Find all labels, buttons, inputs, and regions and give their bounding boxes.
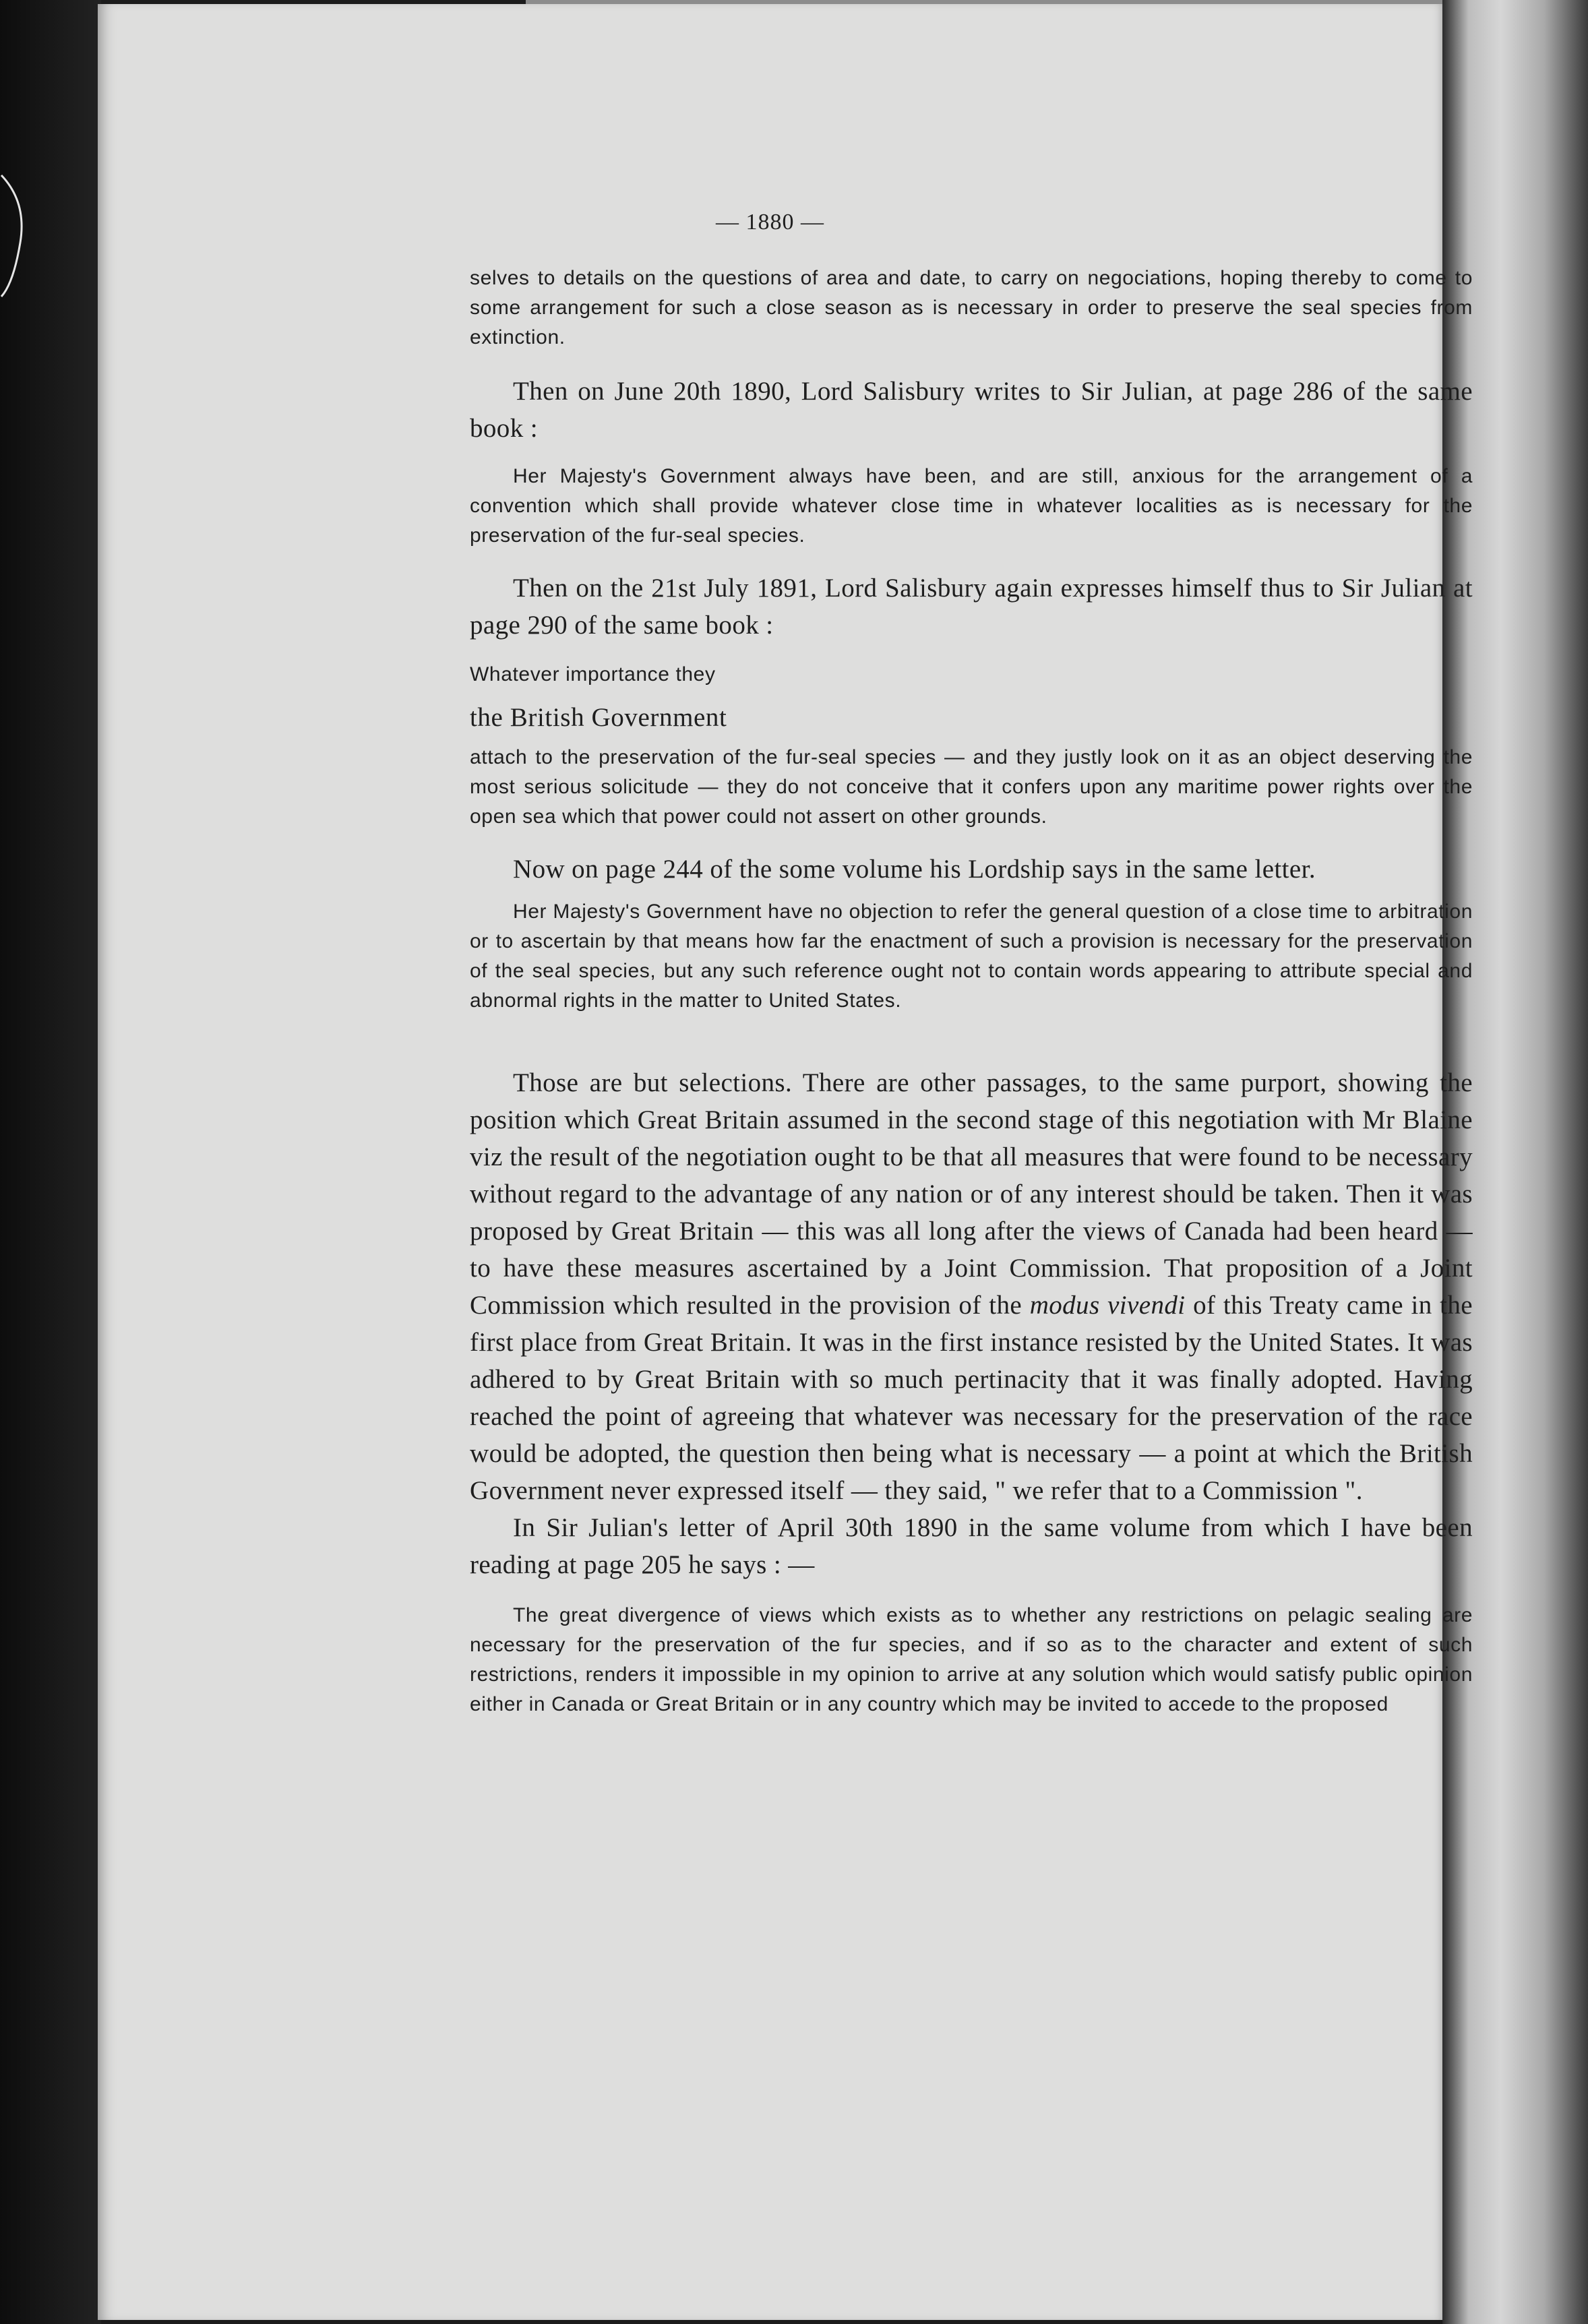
page-number: — 1880 — — [716, 210, 824, 235]
quote-fur-seal-preservation: attach to the preservation of the fur-seal species — and they justly look on it as an object deserving the most serious solicitude — they do not conceive that it confers upon any maritime power rights over the open sea which that power could not assert on other grounds. — [470, 746, 1473, 828]
inserted-line-british-government: the British Government — [470, 703, 727, 732]
quote-whatever-importance: Whatever importance they — [470, 663, 716, 685]
quote-great-divergence: The great divergence of views which exists as to whether any restrictions on pelagic sealing are necessary for the preservation of the fur species, and if so as to the character and extent of such restrictions, renders it impossible in my opinion to arrive at any solution which would satisfy public opinion either in Canada or Great Britain or in any country which may be invited to accede to the proposed — [470, 1604, 1473, 1715]
quote-majesty-government-1: Her Majesty's Government always have been, and are still, anxious for the arrangement of a convention which shall provide whatever close time in whatever localities as is necessary for the preservation of the fur-seal species. — [470, 465, 1473, 547]
paragraph-selections-part1: Those are but selections. There are other passages, to the same purport, showing the position which Great Britain assumed in the second stage of this negotiation with Mr Blaine viz the result of the negotiation ought to be that all measures that were found to be necessary without regard to the advantage of any nation or of any interest should be taken. Then it was proposed by Great Britain — this was all long after the views of Canada had been heard — to have these measures ascertained by a Joint Commission. That proposition of a Joint Commission which resulted in the provision of the — [470, 1068, 1473, 1320]
quote-majesty-government-2: Her Majesty's Government have no objection to refer the general question of a close time to arbitration or to ascertain by that means how far the enactment of such a provision is necessary for the preservation of the seal species, but any such reference ought not to contain words appearing to attribute special and abnormal rights in the matter to United States. — [470, 900, 1473, 1012]
paragraph-selections — [470, 1064, 1473, 1509]
paragraph-sir-julian-letter: In Sir Julian's letter of April 30th 1890 in the same volume from which I have been reading at page 205 he says : — — [470, 1513, 1473, 1579]
italic-modus-vivendi: modus vivendi — [1029, 1291, 1186, 1320]
film-artifact-curve — [0, 162, 40, 310]
text-column — [470, 264, 1473, 1719]
paragraph-selections-part2: of this Treaty came in the first place from Great Britain. It was in the first instance resisted by the United States. It was adhered to by Great Britain with so much pertinacity that it was finally adopted. Having reached the point of agreeing that whatever was necessary for the preservation of the race would be adopted, the question then being what is necessary — a point at which the British Government never expressed itself — they said, " we refer that to a Commission ". — [470, 1291, 1473, 1505]
paragraph-salisbury-1890: Then on June 20th 1890, Lord Salisbury writes to Sir Julian, at page 286 of the same book : — [470, 377, 1473, 443]
paragraph-page-244: Now on page 244 of the some volume his Lordship says in the same letter. — [513, 855, 1316, 884]
film-border-left — [0, 0, 101, 2324]
document-page — [98, 4, 1473, 2320]
paragraph-salisbury-1891: Then on the 21st July 1891, Lord Salisbury again expresses himself thus to Sir Julian at page 290 of the same book : — [470, 574, 1473, 640]
quote-continuation: selves to details on the questions of area and date, to carry on negociations, hoping thereby to come to some arrangement for such a close season as is necessary in order to preserve the seal species from extinction. — [470, 267, 1473, 348]
